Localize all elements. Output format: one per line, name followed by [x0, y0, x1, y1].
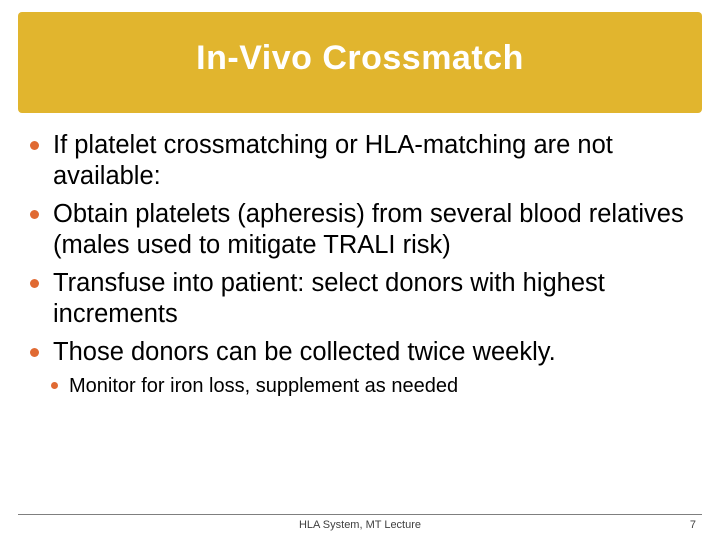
title-bar [18, 12, 702, 113]
bullet-dot-icon [30, 279, 39, 288]
footer-text: HLA System, MT Lecture [298, 519, 422, 531]
bullet-text: Transfuse into patient: select donors with highest increments [53, 269, 605, 328]
slide-title: In-Vivo Crossmatch [196, 39, 524, 77]
bullet-dot-icon [51, 382, 58, 389]
bullet-text: Those donors can be collected twice weekly. [53, 338, 556, 366]
bullet-item [30, 268, 700, 330]
bullet-list [30, 130, 700, 406]
bullet-text: Obtain platelets (apheresis) from several blood relatives (males used to mitigate TRALI risk) [53, 200, 684, 259]
bullet-text: If platelet crossmatching or HLA-matching are not available: [53, 131, 613, 190]
bullet-dot-icon [30, 141, 39, 150]
sub-bullet-item [51, 373, 700, 399]
bullet-item [30, 337, 700, 368]
bullet-dot-icon [30, 210, 39, 219]
footer-divider [18, 514, 702, 515]
bullet-text: Monitor for iron loss, supplement as needed [69, 375, 459, 397]
page-number: 7 [689, 519, 696, 531]
bullet-item [30, 199, 700, 261]
bullet-dot-icon [30, 348, 39, 357]
bullet-item [30, 130, 700, 192]
